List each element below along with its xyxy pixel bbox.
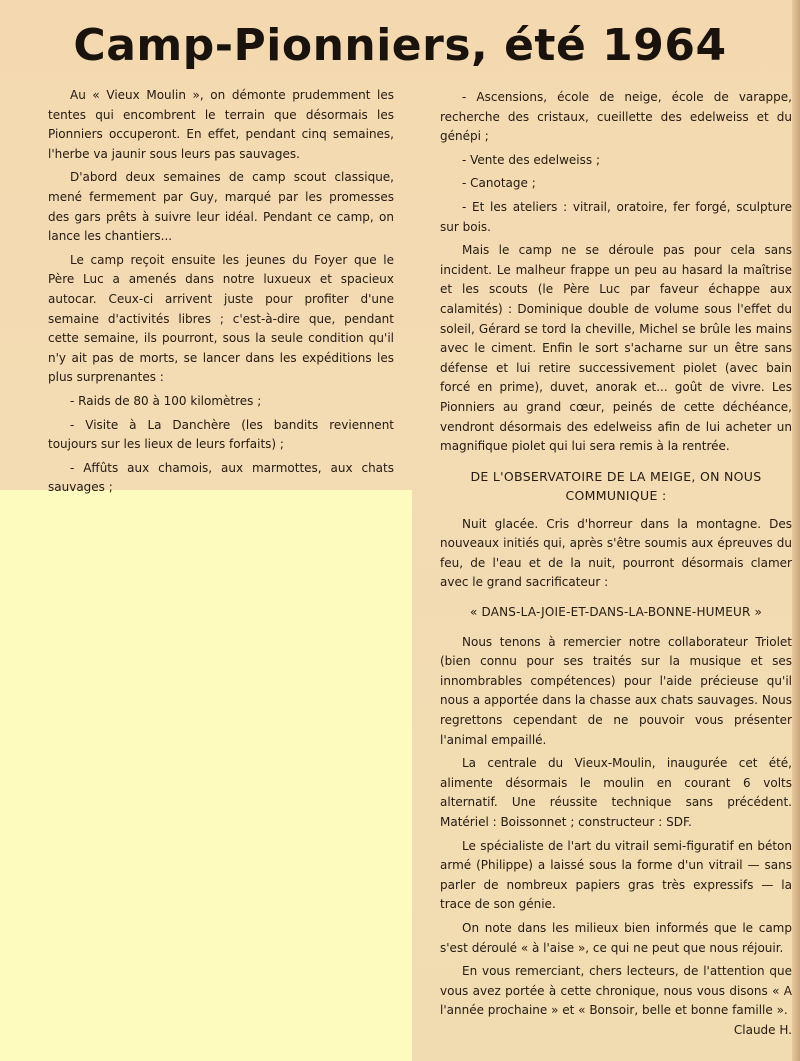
paragraph: Nuit glacée. Cris d'horreur dans la montagne. Des nouveaux initiés qui, après s'être soumis aux épreuves du feu, de l'eau et de la nuit, pourront désormais clamer avec le grand sacrificateur : bbox=[440, 516, 792, 590]
paragraph: Le spécialiste de l'art du vitrail semi-figuratif en béton armé (Philippe) a laissé sous la forme d'un vitrail — sans parler de nombreux papiers gras très expressifs — la trace de son génie. bbox=[440, 838, 792, 912]
paragraph: Au « Vieux Moulin », on démonte prudemment les tentes qui encombrent le terrain que désormais les Pionniers occuperont. En effet, pendant cinq semaines, l'herbe va jaunir sous leurs pas sauvages. bbox=[48, 88, 394, 161]
list-item: - Canotage ; bbox=[462, 176, 536, 191]
closing-text: En vous remerciant, chers lecteurs, de l'attention que vous avez portée à cette chronique, nous vous disons « A l'année prochaine » et « Bonsoir, belle et bonne famille ». bbox=[440, 964, 792, 1018]
right-column bbox=[440, 88, 792, 1041]
list-item: - Et les ateliers : vitrail, oratoire, fer forgé, sculpture sur bois. bbox=[440, 199, 792, 234]
list-item: - Raids de 80 à 100 kilomètres ; bbox=[70, 393, 262, 408]
paragraph: La centrale du Vieux-Moulin, inaugurée cet été, alimente désormais le moulin en courant 6 volts alternatif. Une réussite technique sans précédent. Matériel : Boissonnet ; constructeur : SDF. bbox=[440, 756, 792, 829]
list-item: - Visite à La Danchère (les bandits reviennent toujours sur les lieux de leurs forfaits) ; bbox=[48, 417, 394, 452]
paper-edge bbox=[792, 0, 800, 1061]
list-item: - Ascensions, école de neige, école de varappe, recherche des cristaux, cueillette des edelweiss et du génépi ; bbox=[440, 90, 792, 144]
slogan: « DANS-LA-JOIE-ET-DANS-LA-BONNE-HUMEUR » bbox=[469, 605, 763, 620]
paragraph: Nous tenons à remercier notre collaborateur Triolet (bien connu pour ses traités sur la musique et ses innombrables compétences) pour l'aide précieuse qu'il nous a apportée dans la chasse aux chats sauvages. Nous regrettons cependant de ne pouvoir vous présenter l'animal empaillé. bbox=[440, 634, 792, 747]
paragraph: D'abord deux semaines de camp scout classique, mené fermement par Guy, marqué par les promesses des gars prêts à suivre leur idéal. Pendant ce camp, on lance les chantiers... bbox=[48, 170, 394, 244]
signature: Claude H. bbox=[733, 1022, 792, 1037]
paragraph: Le camp reçoit ensuite les jeunes du Foyer que le Père Luc a amenés dans notre luxueux et spacieux autocar. Ceux-ci arrivent juste pour profiter d'une semaine d'activités libres ; c'est-à-dire que, pendant cette semaine, ils pourront, sous la seule condition qu'il n'y ait pas de morts, se lancer dans les expéditions les plus surprenantes : bbox=[48, 252, 394, 385]
paragraph: On note dans les milieux bien informés que le camp s'est déroulé « à l'aise », ce qui ne peut que nous réjouir. bbox=[440, 920, 792, 955]
blank-area bbox=[0, 490, 412, 1061]
list-item: - Vente des edelweiss ; bbox=[462, 152, 600, 167]
article-title: Camp-Pionniers, été 1964 bbox=[73, 20, 727, 71]
closing-paragraph bbox=[440, 962, 792, 1037]
paragraph: Mais le camp ne se déroule pas pour cela sans incident. Le malheur frappe un peu au hasard la maîtrise et les scouts (le Père Luc par faveur échappe aux calamités) : Dominique double de volume sous l'effet du soleil, Gérard se tord la cheville, Michel se brûle les mains avec le ciment. Enfin le sort s'acharne sur un être sans défense et lui retire successivement piolet (avec bain forcé en prime), duvet, anorak et... goût de vivre. Les Pionniers au grand cœur, peinés de cette déchéance, vendront désormais des edelweiss afin de lui acheter un magnifique piolet qui lui sera remis à la rentrée. bbox=[440, 243, 792, 454]
list-item: - Affûts aux chamois, aux marmottes, aux chats sauvages ; bbox=[48, 460, 394, 495]
section-heading: DE L'OBSERVATOIRE DE LA MEIGE, ON NOUS COMMUNIQUE : bbox=[470, 468, 762, 503]
left-column bbox=[48, 86, 394, 502]
